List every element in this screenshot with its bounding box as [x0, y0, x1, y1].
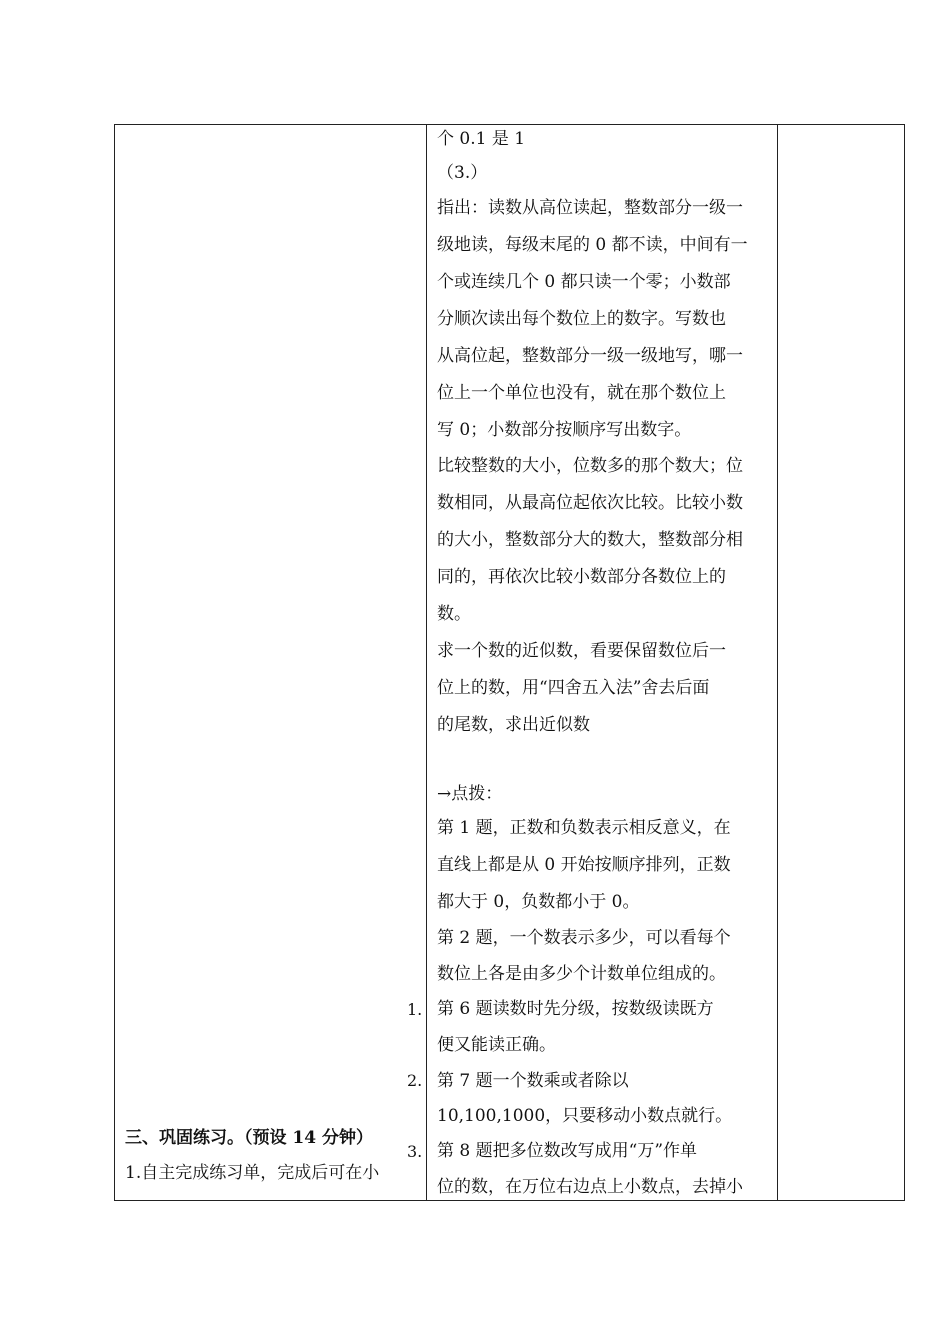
- middle-line: 的尾数，求出近似数: [437, 715, 590, 735]
- middle-line: →点拨：: [437, 784, 503, 804]
- middle-line: 便又能读正确。: [437, 1035, 556, 1055]
- middle-line: 写 0；小数部分按顺序写出数字。: [437, 420, 692, 440]
- middle-line: 级地读，每级末尾的 0 都不读，中间有一: [437, 235, 748, 255]
- middle-line: 10,100,1000，只要移动小数点就行。: [437, 1106, 733, 1126]
- list-number: 3.: [407, 1142, 423, 1161]
- middle-line: 位的数，在万位右边点上小数点，去掉小: [437, 1177, 743, 1197]
- middle-line: 同的，再依次比较小数部分各数位上的: [437, 567, 726, 587]
- middle-line: 个 0.1 是 1: [437, 129, 526, 149]
- middle-line: 从高位起，整数部分一级一级地写，哪一: [437, 346, 743, 366]
- middle-line: 第 2 题，一个数表示多少，可以看每个: [437, 928, 731, 948]
- column-divider-2: [777, 125, 778, 1200]
- middle-line: 比较整数的大小，位数多的那个数大；位: [437, 456, 743, 476]
- middle-line: 位上的数，用“四舍五入法”舍去后面: [437, 678, 710, 698]
- middle-line: （3.）: [437, 163, 488, 183]
- middle-line: 第 6 题读数时先分级，按数级读既方: [437, 999, 714, 1019]
- middle-line: 位上一个单位也没有，就在那个数位上: [437, 383, 726, 403]
- middle-line: 第 8 题把多位数改写成用“万”作单: [437, 1141, 698, 1161]
- list-number: 1.: [407, 1000, 423, 1019]
- middle-line: 指出：读数从高位读起，整数部分一级一: [437, 198, 743, 218]
- middle-line: 求一个数的近似数，看要保留数位后一: [437, 641, 726, 661]
- lesson-table: [114, 124, 905, 1201]
- list-number: 2.: [407, 1071, 423, 1090]
- left-text-line: 1.自主完成练习单，完成后可在小: [125, 1163, 380, 1183]
- middle-line: 第 7 题一个数乘或者除以: [437, 1071, 629, 1091]
- middle-line: 第 1 题，正数和负数表示相反意义，在: [437, 818, 731, 838]
- middle-line: 数位上各是由多少个计数单位组成的。: [437, 964, 726, 984]
- middle-line: 直线上都是从 0 开始按顺序排列，正数: [437, 855, 731, 875]
- section-heading: 三、巩固练习。（预设 14 分钟）: [125, 1128, 373, 1148]
- middle-line: 的大小，整数部分大的数大，整数部分相: [437, 530, 743, 550]
- middle-line: 个或连续几个 0 都只读一个零；小数部: [437, 272, 731, 292]
- middle-line: 数相同，从最高位起依次比较。比较小数: [437, 493, 743, 513]
- middle-line: 数。: [437, 604, 471, 624]
- middle-line: 分顺次读出每个数位上的数字。写数也: [437, 309, 726, 329]
- middle-line: 都大于 0，负数都小于 0。: [437, 892, 640, 912]
- column-divider-1: [426, 125, 427, 1200]
